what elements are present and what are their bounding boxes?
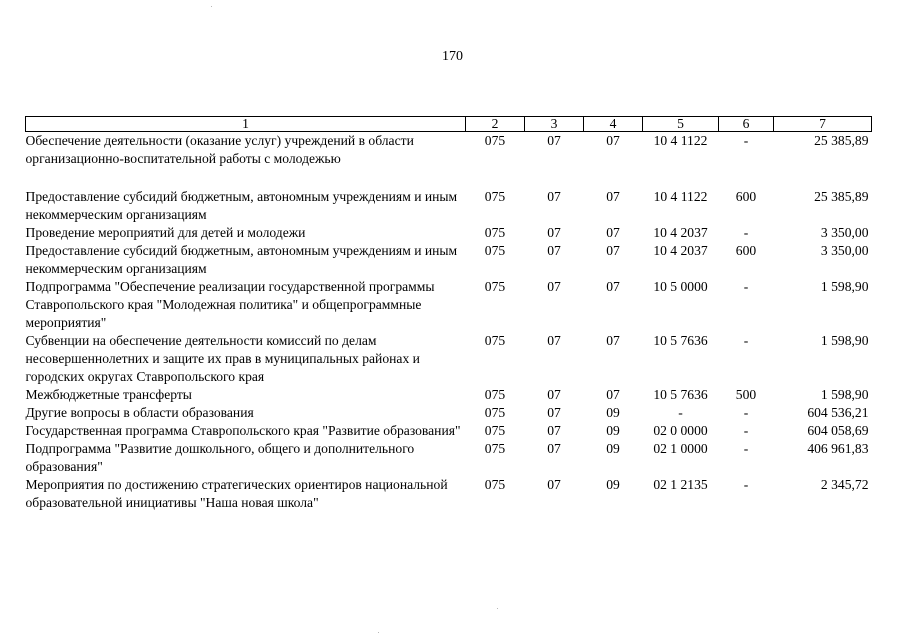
- column-header: 1: [26, 117, 466, 132]
- row-name: Проведение мероприятий для детей и молодежи: [25, 225, 306, 240]
- row-c3: 07: [547, 189, 561, 204]
- row-c3: 07: [547, 133, 561, 148]
- row-c5: 10 4 1122: [653, 133, 708, 148]
- column-header: 5: [643, 117, 719, 132]
- row-c3: 07: [547, 441, 561, 456]
- row-c2: 075: [484, 441, 506, 456]
- row-c6: -: [743, 441, 749, 456]
- row-c5: 10 4 1122: [653, 189, 708, 204]
- table-row: [26, 242, 872, 278]
- row-c6: -: [743, 279, 749, 294]
- row-c3: 07: [547, 333, 561, 348]
- row-c3: 07: [547, 279, 561, 294]
- row-c4: 07: [606, 279, 620, 294]
- row-c4: 09: [606, 405, 620, 420]
- scan-speck: [211, 6, 212, 7]
- row-c5: 10 5 7636: [653, 387, 708, 402]
- row-c6: -: [743, 133, 749, 148]
- row-amount: 25 385,89: [814, 133, 869, 148]
- row-c3: 07: [547, 423, 561, 438]
- table-row: [26, 278, 872, 332]
- row-c4: 09: [606, 441, 620, 456]
- row-name: Предоставление субсидий бюджетным, автономным учреждениям и иным некоммерческим организациям: [25, 189, 458, 222]
- row-c2: 075: [484, 333, 506, 348]
- table-row: [26, 188, 872, 224]
- row-name: Предоставление субсидий бюджетным, автономным учреждениям и иным некоммерческим организациям: [25, 243, 458, 276]
- row-c5: 10 5 0000: [653, 279, 708, 294]
- row-amount: 1 598,90: [820, 333, 869, 348]
- row-amount: 604 058,69: [807, 423, 869, 438]
- row-c5: 10 4 2037: [653, 243, 708, 258]
- table-row: [26, 386, 872, 404]
- row-amount: 3 350,00: [820, 225, 869, 240]
- row-c4: 09: [606, 423, 620, 438]
- row-c2: 075: [484, 423, 506, 438]
- row-c5: 10 5 7636: [653, 333, 708, 348]
- row-c6: -: [743, 333, 749, 348]
- row-c3: 07: [547, 477, 561, 492]
- row-c2: 075: [484, 387, 506, 402]
- row-c2: 075: [484, 405, 506, 420]
- column-header: 7: [774, 117, 872, 132]
- row-c3: 07: [547, 225, 561, 240]
- row-amount: 1 598,90: [820, 279, 869, 294]
- row-c5: 02 1 0000: [653, 441, 708, 456]
- row-c2: 075: [484, 477, 506, 492]
- row-c2: 075: [484, 225, 506, 240]
- row-c4: 09: [606, 477, 620, 492]
- row-c4: 07: [606, 243, 620, 258]
- row-name: Подпрограмма "Развитие дошкольного, общего и дополнительного образования": [25, 441, 415, 474]
- row-c4: 07: [606, 189, 620, 204]
- row-c2: 075: [484, 189, 506, 204]
- row-name: Межбюджетные трансферты: [25, 387, 192, 402]
- row-c3: 07: [547, 387, 561, 402]
- table-row: [26, 440, 872, 476]
- row-amount: 25 385,89: [814, 189, 869, 204]
- row-c4: 07: [606, 133, 620, 148]
- row-c4: 07: [606, 225, 620, 240]
- row-name: Другие вопросы в области образования: [25, 405, 254, 420]
- table-row: [26, 422, 872, 440]
- row-c4: 07: [606, 333, 620, 348]
- row-name: Обеспечение деятельности (оказание услуг) учреждений в области организационно-воспитательной работы с молодежью: [25, 133, 414, 166]
- row-c4: 07: [606, 387, 620, 402]
- column-header: 2: [466, 117, 525, 132]
- row-c6: -: [743, 225, 749, 240]
- table-row: [26, 224, 872, 242]
- column-header: 6: [719, 117, 774, 132]
- row-c3: 07: [547, 405, 561, 420]
- row-c6: -: [743, 423, 749, 438]
- row-c6: 500: [735, 387, 757, 402]
- row-c6: 600: [735, 243, 757, 258]
- page-number: 170: [442, 49, 463, 64]
- row-c5: -: [678, 405, 683, 420]
- row-name: Государственная программа Ставропольского края "Развитие образования": [25, 423, 461, 438]
- row-amount: 604 536,21: [807, 405, 869, 420]
- row-name: Мероприятия по достижению стратегических ориентиров национальной образовательной инициативы "Наша новая школа": [25, 477, 448, 510]
- row-name: Подпрограмма "Обеспечение реализации государственной программы Ставропольского края "Молодежная политика" и общепрограммные мероприятия": [25, 279, 435, 330]
- budget-table: [25, 116, 872, 512]
- table-row: [26, 132, 872, 189]
- row-c5: 10 4 2037: [653, 225, 708, 240]
- row-c2: 075: [484, 243, 506, 258]
- scan-speck: [497, 608, 498, 609]
- row-amount: 406 961,83: [807, 441, 869, 456]
- column-header: 4: [584, 117, 643, 132]
- row-c6: 600: [735, 189, 757, 204]
- table-row: [26, 476, 872, 512]
- column-header: 3: [525, 117, 584, 132]
- row-c2: 075: [484, 279, 506, 294]
- row-c5: 02 0 0000: [653, 423, 708, 438]
- row-c6: -: [743, 405, 749, 420]
- row-amount: 2 345,72: [820, 477, 869, 492]
- row-amount: 1 598,90: [820, 387, 869, 402]
- row-c3: 07: [547, 243, 561, 258]
- table-row: [26, 404, 872, 422]
- row-c2: 075: [484, 133, 506, 148]
- table-header-row: [26, 117, 872, 132]
- row-c5: 02 1 2135: [653, 477, 708, 492]
- scan-speck: [378, 632, 379, 633]
- table-row: [26, 332, 872, 386]
- row-amount: 3 350,00: [820, 243, 869, 258]
- row-c6: -: [743, 477, 749, 492]
- row-name: Субвенции на обеспечение деятельности комиссий по делам несовершеннолетних и защите их прав в муниципальных районах и городских округах Ставропольского края: [25, 333, 420, 384]
